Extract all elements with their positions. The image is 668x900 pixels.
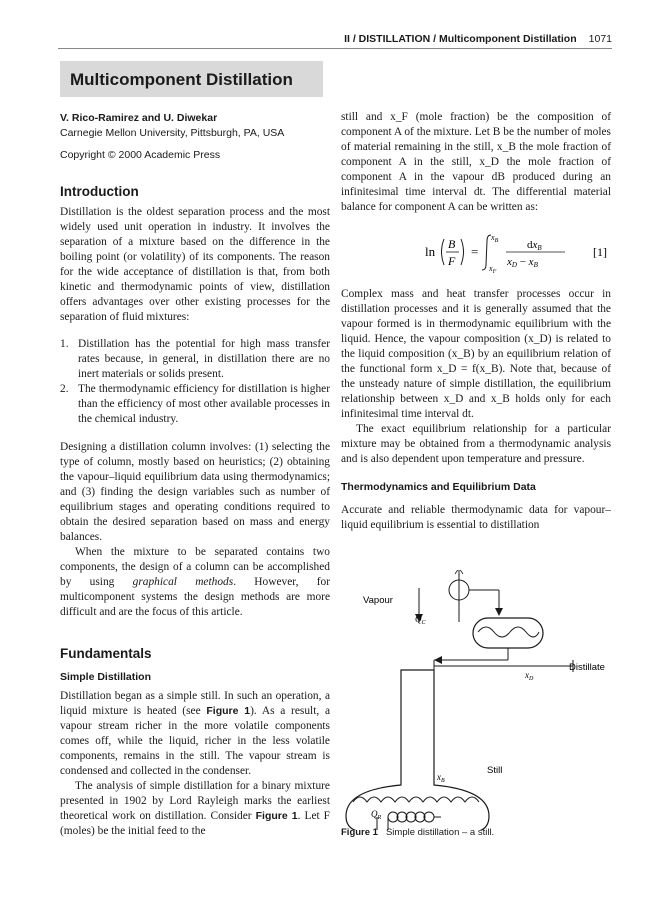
label-xb: x xyxy=(437,772,441,782)
figure-1 xyxy=(341,570,621,835)
right-paragraph-2: Complex mass and heat transfer processes occur in distillation processes and it is generally assumed that the vapour formed is in thermodynamic equilibrium with the liquid. Hence, the vapour composition (x_D) is related to the liquid composition (x_B) by an equilibrium relation of the functional form x_D = f(x_B). Note that, because of the unsteady nature of simple distillation, the equilibrium relationship between x_D and x_B holds only for each infinitesimal time interval dt. xyxy=(341,288,611,420)
svg-text:dxB: dxB xyxy=(527,239,542,252)
title-box xyxy=(60,61,323,97)
intro-paragraph-1: Distillation is the oldest separation process and the most widely used unit operation in industry. It involves the separation of a mixture based on the difference in the boiling point (or volatility) of its components. The reason for the wide acceptance of distillation is that, from both kinetic and thermodynamic points of view, distillation offers advantages over other existing processes for the separation of fluid mixtures: xyxy=(60,206,330,323)
svg-text:xB: $x_B$ xyxy=(491,233,499,244)
list-item: 1. Distillation has the potential for high mass transfer rates because, in general, in distillation there are no inert materials or solids present. xyxy=(60,338,330,380)
affiliation: Carnegie Mellon University, Pittsburgh, PA, USA xyxy=(60,127,285,139)
left-column xyxy=(60,111,330,839)
label-xd: x xyxy=(525,670,529,680)
figure-reference: Figure 1 xyxy=(255,810,298,822)
svg-text:F: F xyxy=(448,254,456,268)
svg-text:xD − xB: xD − xB xyxy=(507,256,538,269)
simple-distillation-heading: Simple Distillation xyxy=(60,671,152,683)
label-still: Still xyxy=(487,765,503,776)
authors: V. Rico-Ramirez and U. Diwekar xyxy=(60,112,218,124)
advantages-list xyxy=(60,337,330,427)
thermodynamics-heading: Thermodynamics and Equilibrium Data xyxy=(341,481,536,493)
intro-paragraph-3: When the mixture to be separated contains two components, the design of a column can be accomplished by using graphical methods. However, for multicomponent systems the design methods are more difficult and are the focus of this article. xyxy=(60,546,331,618)
label-distillate: Distillate xyxy=(569,662,605,673)
right-paragraph-1: still and x_F (mole fraction) be the composition of component A of the mixture. Let B be the number of moles of material remaining in the still, x_B the mole fraction of component A in the still, x_D the mole fraction of component A in the vapour dB produced during an infinitesimal time interval dt. The differential material balance for component A can be written as: xyxy=(341,111,611,213)
caption-label: Figure 1 xyxy=(341,827,378,838)
list-item: 2. The thermodynamic efficiency for distillation is higher than the efficiency of most other available processes in the chemical industry. xyxy=(60,383,330,425)
figure-reference: Figure 1 xyxy=(206,705,251,717)
svg-text:QR xyxy=(371,809,382,821)
caption-text: Simple distillation – a still. xyxy=(385,827,495,838)
fundamentals-paragraph-2: The analysis of simple distillation for a binary mixture presented in 1902 by Lord Rayleigh marks the earliest theoretical work on distillation. Consider Figure 1. Let F (moles) be the initial feed to the xyxy=(60,780,331,837)
label-qr-sub: R xyxy=(377,815,382,821)
equation-number: [1] xyxy=(593,245,607,259)
svg-text:xF: $x_F$ xyxy=(489,264,497,275)
running-header xyxy=(344,33,612,45)
copyright: Copyright © 2000 Academic Press xyxy=(60,149,221,161)
svg-text:xB xyxy=(436,772,445,784)
label-qc-sub: C xyxy=(421,620,426,626)
fundamentals-heading: Fundamentals xyxy=(60,646,152,661)
still-vessel xyxy=(346,670,489,830)
page-number: 1071 xyxy=(588,33,612,45)
right-column xyxy=(341,110,611,533)
equation-1 xyxy=(341,223,611,279)
svg-text:=: = xyxy=(471,244,479,259)
liquid-surface xyxy=(353,797,479,802)
author-block xyxy=(60,111,330,163)
svg-text:QC xyxy=(415,614,427,626)
article-title: Multicomponent Distillation xyxy=(70,70,293,89)
label-xd-sub: D xyxy=(529,676,534,682)
rayleigh-equation xyxy=(341,223,611,279)
intro-paragraph-2: Designing a distillation column involves: (1) selecting the type of column, mostly based on heuristics; (2) obtaining the vapour–liquid equilibrium data using thermodynamics; and (3) finding the design variables such as number of equilibrium stages and operating conditions required to obtain the desired separation based on mass and energy balances. xyxy=(60,441,330,543)
label-qr: Q xyxy=(371,809,378,819)
label-vapour: Vapour xyxy=(363,595,393,606)
svg-text:B: B xyxy=(448,237,456,251)
condenser-drum xyxy=(473,618,543,648)
right-paragraph-4: Accurate and reliable thermodynamic data for vapour–liquid equilibrium is essential to distillation xyxy=(341,504,611,531)
label-qc: Q xyxy=(415,614,422,624)
simple-still-diagram xyxy=(341,570,621,830)
svg-text:ln: ln xyxy=(425,244,436,259)
header-rule xyxy=(58,48,612,49)
svg-text:xD xyxy=(524,670,534,682)
introduction-heading: Introduction xyxy=(60,184,139,199)
figure-caption xyxy=(341,827,494,838)
fundamentals-paragraph-1: Distillation began as a simple still. In such an operation, a liquid mixture is heated (see Figure 1). As a result, a vapour stream richer in the more volatile components comes off, while the liquid, richer in the less volatile components, remains in the still. The vapour stream is condensed and collected in the condenser. xyxy=(60,690,331,777)
running-title: II / DISTILLATION / Multicomponent Distillation xyxy=(344,33,577,45)
label-xb-sub: B xyxy=(441,778,445,784)
right-paragraph-3: The exact equilibrium relationship for a particular mixture may be obtained from a thermodynamic analysis and is also dependent upon temperature and pressure. xyxy=(341,423,611,465)
